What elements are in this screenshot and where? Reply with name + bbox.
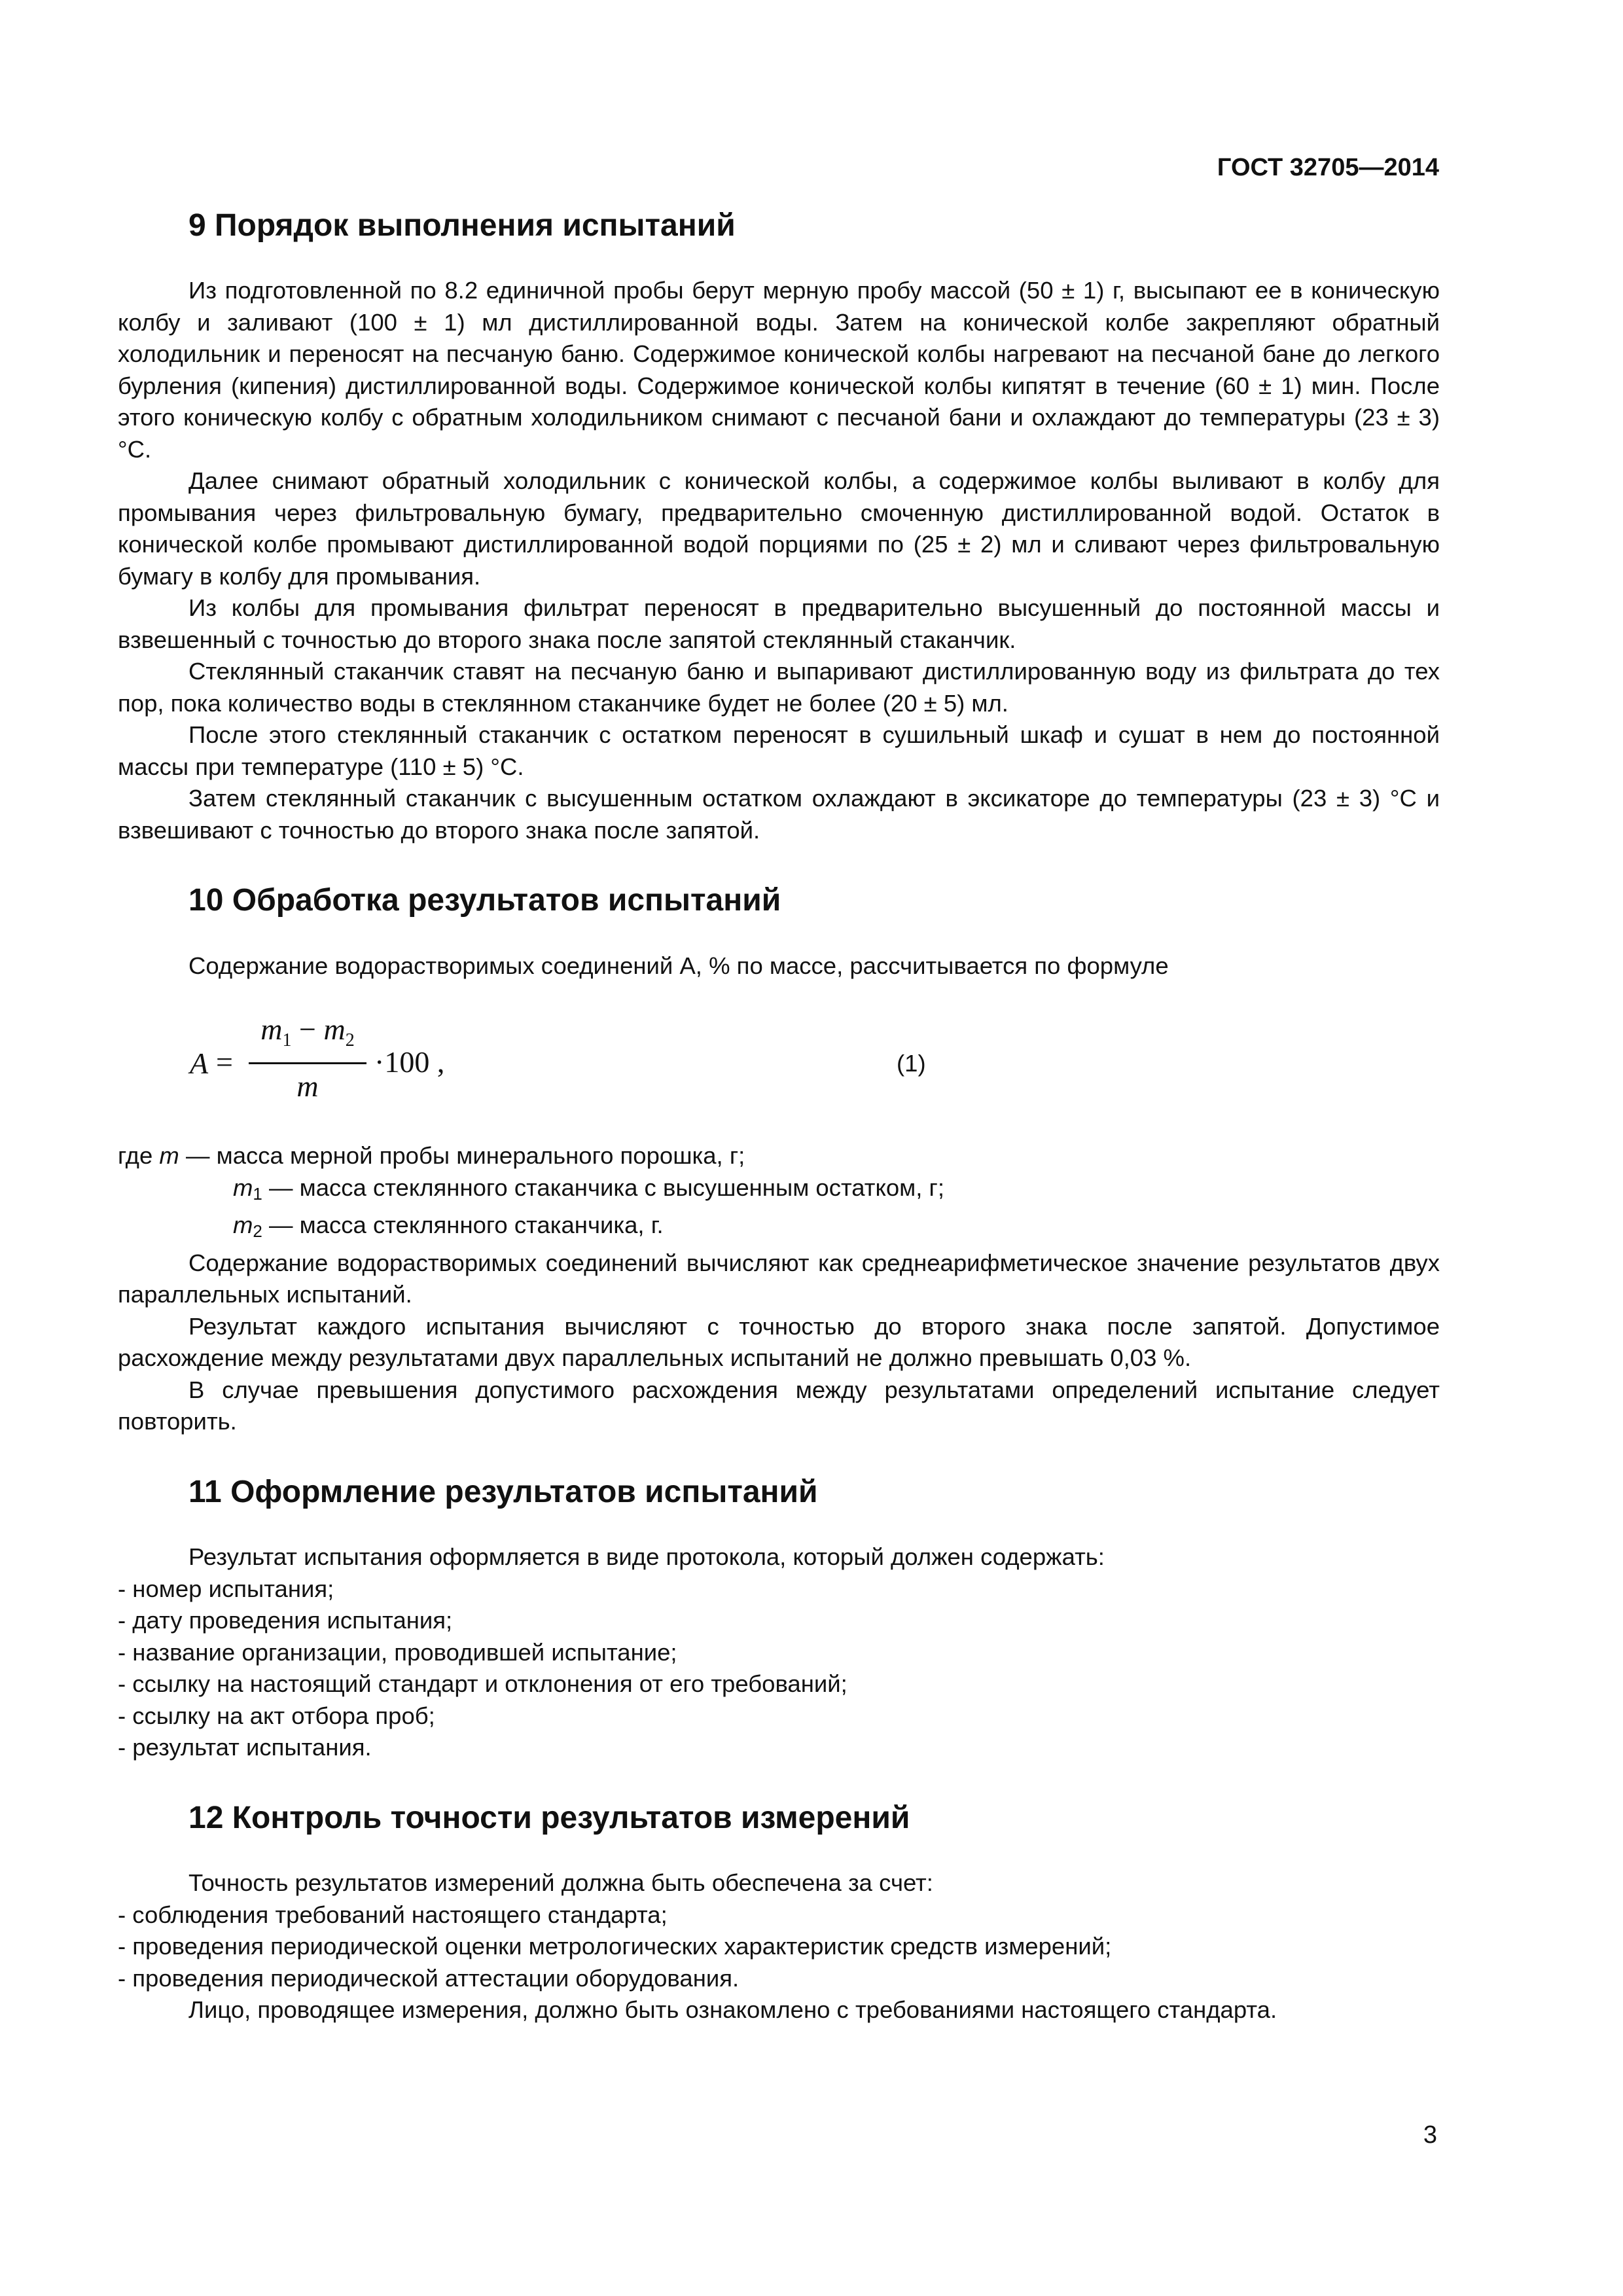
list-item: - результат испытания.	[118, 1734, 372, 1761]
where-m-text: — масса мерной пробы минерального порошка, г;	[179, 1142, 745, 1170]
list-item: - проведения периодической оценки метрологических характеристик средств измерений;	[118, 1933, 1112, 1960]
symbol-m1-sub: 1	[253, 1183, 262, 1204]
list-item: - дату проведения испытания;	[118, 1607, 453, 1634]
formula-sub1: 1	[282, 1030, 292, 1051]
section-10-intro: Содержание водорастворимых соединений А, % по массе, рассчитывается по формуле	[188, 952, 1169, 979]
section-9-paragraph: После этого стеклянный стаканчик с остатком переносят в сушильный шкаф и сушат в нем до постоянной массы при температуре (110 ± 5) °С.	[118, 721, 1440, 780]
list-item: - проведения периодической аттестации оборудования.	[118, 1964, 740, 1992]
formula-1	[118, 1009, 1440, 1121]
symbol-m: m	[159, 1142, 179, 1170]
symbol-m2-sub: 2	[253, 1221, 262, 1242]
symbol-m2: m	[233, 1211, 253, 1239]
section-9-paragraph: Затем стеклянный стаканчик с высушенным остатком охлаждают в эксикаторе до температуры (23 ± 3) °С и взвешивают с точностью до второго знака после запятой.	[118, 785, 1440, 844]
section-9-paragraph: Из колбы для промывания фильтрат переносят в предварительно высушенный до постоянной массы и взвешенный с точностью до второго знака после запятой стеклянный стаканчик.	[118, 594, 1440, 653]
section-10-paragraph: В случае превышения допустимого расхождения между результатами определений испытание следует повторить.	[118, 1376, 1440, 1435]
section-12-heading: 12 Контроль точности результатов измерений	[188, 1800, 910, 1835]
where-m2	[118, 1210, 1440, 1247]
section-10-heading: 10 Обработка результатов испытаний	[188, 883, 781, 918]
section-11-heading: 11 Оформление результатов испытаний	[188, 1474, 818, 1509]
formula-numerator	[249, 1009, 366, 1061]
section-10-paragraph: Содержание водорастворимых соединений вычисляют как среднеарифметическое значение результатов двух параллельных испытаний.	[118, 1249, 1440, 1308]
list-item: - номер испытания;	[118, 1575, 334, 1602]
symbol-m1: m	[233, 1174, 253, 1201]
formula-multiplier: ·100 ,	[374, 1045, 445, 1079]
where-m	[118, 1140, 1440, 1172]
section-12-intro: Точность результатов измерений должна быть обеспечена за счет:	[188, 1869, 933, 1897]
section-10-paragraph: Результат каждого испытания вычисляют с точностью до второго знака после запятой. Допустимое расхождение между результатами двух параллельных испытаний не должно превышать 0,03 %.	[118, 1312, 1440, 1372]
standard-number: ГОСТ 32705—2014	[1217, 154, 1439, 181]
formula-lhs: A	[190, 1047, 209, 1081]
formula-m2: m	[323, 1013, 346, 1047]
section-9-paragraph: Стеклянный стаканчик ставят на песчаную баню и выпаривают дистиллированную воду из фильтрата до тех пор, пока количество воды в стеклянном стаканчике будет не более (20 ± 5) мл.	[118, 658, 1440, 717]
page-body	[118, 196, 1440, 2026]
section-9-paragraph: Из подготовленной по 8.2 единичной пробы берут мерную пробу массой (50 ± 1) г, высыпают ее в коническую колбу и заливают (100 ± 1) мл дистиллированной воды. Затем на конической колбе закрепляют обратный холодильник и переносят на песчаную баню. Содержимое конической колбы нагревают на песчаной бане до легкого бурления (кипения) дистиллированной воды. Содержимое конической колбы кипятят в течение (60 ± 1) мин. После этого коническую колбу с обратным холодильником снимают с песчаной бани и охлаждают до температуры (23 ± 3) °С.	[118, 277, 1440, 463]
formula-equals: =	[216, 1045, 233, 1079]
formula-minus: −	[291, 1013, 324, 1047]
where-m2-text: — масса стеклянного стаканчика, г.	[262, 1211, 664, 1239]
section-12-closing: Лицо, проводящее измерения, должно быть ознакомлено с требованиями настоящего стандарта.	[188, 1996, 1277, 2024]
formula-sub2: 2	[345, 1030, 355, 1051]
where-m1	[118, 1172, 1440, 1210]
section-9-heading: 9 Порядок выполнения испытаний	[188, 208, 736, 243]
formula-m1: m	[260, 1013, 283, 1047]
section-9-paragraph: Далее снимают обратный холодильник с конической колбы, а содержимое колбы выливают в колбу для промывания через фильтровальную бумагу, предварительно смоченную дистиллированной водой. Остаток в конической колбе промывают дистиллированной водой порциями по (25 ± 2) мл и сливают через фильтровальную бумагу в колбу для промывания.	[118, 467, 1440, 590]
page-number: 3	[1423, 2121, 1437, 2149]
list-item: - ссылку на настоящий стандарт и отклонения от его требований;	[118, 1670, 847, 1698]
where-m1-text: — масса стеклянного стаканчика с высушенным остатком, г;	[262, 1174, 945, 1201]
list-item: - ссылку на акт отбора проб;	[118, 1702, 435, 1729]
formula-denominator: m	[296, 1069, 319, 1103]
formula-number: (1)	[897, 1050, 926, 1077]
formula-fraction	[249, 1009, 366, 1109]
list-item: - название организации, проводившей испытание;	[118, 1638, 677, 1666]
list-item: - соблюдения требований настоящего стандарта;	[118, 1901, 668, 1928]
where-lead: где	[118, 1142, 160, 1170]
section-11-intro: Результат испытания оформляется в виде протокола, который должен содержать:	[188, 1543, 1105, 1571]
